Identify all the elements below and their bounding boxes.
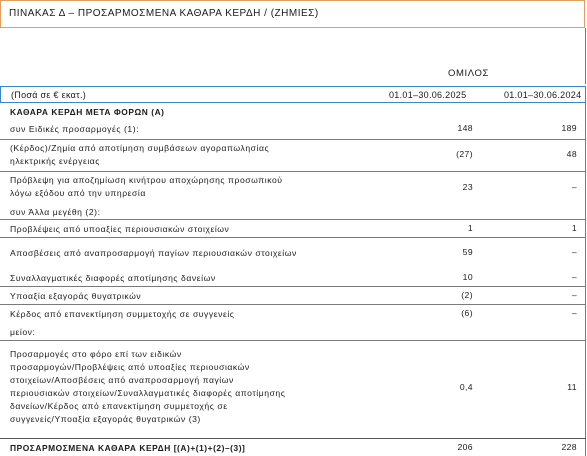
value-2025: 23 (462, 182, 473, 192)
value-2024: 1 (571, 223, 577, 233)
value-2025: 0,4 (459, 382, 473, 392)
value-2025: 148 (457, 123, 473, 133)
row-special-adjustments: συν Ειδικές προσαρμογές (1): (10, 124, 140, 134)
value-2025: 59 (462, 247, 473, 257)
row-fx-loan-differences: Συναλλαγματικές διαφορές αποτίμησης δανείων (10, 273, 216, 283)
row-less-label: μείον: (10, 327, 36, 337)
row-associate-revaluation-gain: Κέρδος από επανεκτίμηση συμμετοχής σε συγγενείς (10, 309, 235, 319)
row-separator (0, 171, 586, 172)
value-2025: 1 (467, 223, 473, 233)
row-net-profit-after-tax: ΚΑΘΑΡΑ ΚΕΡΔΗ ΜΕΤΑ ΦΟΡΩΝ (Α) (10, 107, 165, 117)
value-2024: – (571, 182, 577, 192)
column-header-row (0, 86, 586, 103)
value-2025: (6) (461, 308, 473, 318)
row-other-items: συν Άλλα μεγέθη (2): (10, 207, 101, 217)
row-energy-contracts-line-2: ηλεκτρικής ενέργειας (10, 156, 100, 166)
row-separator (0, 139, 586, 140)
row-impairment-provisions: Προβλέψεις από υποαξίες περιουσιακών στοιχείων (10, 224, 230, 234)
value-2025: (2) (461, 290, 473, 300)
value-2024: 189 (561, 123, 577, 133)
row-tax-adjustments-line-4: περιουσιακών στοιχείων/Συναλλαγματικές διαφορές αποτίμησης (10, 388, 286, 398)
total-row (0, 438, 586, 456)
value-2025: (27) (456, 149, 473, 159)
row-tax-adjustments-line-5: δανείων/Κέρδος από επανεκτίμηση συμμετοχής σε (10, 401, 228, 411)
total-label: ΠΡΟΣΑΡΜΟΣΜΕΝΑ ΚΑΘΑΡΑ ΚΕΡΔΗ [(Α)+(1)+(2)–(3)] (10, 443, 246, 453)
row-tax-adjustments-line-1: Προσαρμογές στο φόρο επί των ειδικών (10, 349, 182, 359)
value-2025: 10 (462, 272, 473, 282)
row-tax-adjustments-line-2: προσαρμογών/Προβλέψεις από υποαξίες περιουσιακών (10, 362, 250, 372)
row-separator (0, 286, 586, 287)
row-tax-adjustments-line-3: στοιχείων/Αποσβέσεις από αναπροσαρμογή παγίων (10, 375, 234, 385)
column-header-2024: 01.01–30.06.2024 (504, 90, 582, 100)
row-revaluation-depreciation: Αποσβέσεις από αναπροσαρμογή παγίων περιουσιακών στοιχείων (10, 248, 297, 258)
row-separator (0, 237, 586, 238)
value-2024: 48 (566, 149, 577, 159)
value-2024: – (571, 272, 577, 282)
row-separator (0, 340, 586, 341)
group-label: ΟΜΙΛΟΣ (448, 68, 489, 79)
table-title: ΠΙΝΑΚΑΣ Δ – ΠΡΟΣΑΡΜΟΣΜΕΝΑ ΚΑΘΑΡΑ ΚΕΡΔΗ / (ΖΗΜΙΕΣ) (0, 0, 585, 28)
value-2024: – (571, 308, 577, 318)
total-value-2024: 228 (561, 442, 577, 452)
row-separator (0, 219, 586, 220)
unit-label: (Ποσά σε € εκατ.) (11, 90, 87, 100)
row-tax-adjustments-line-6: συγγενείς/Υποαξία εξαγοράς θυγατρικών (3) (10, 414, 201, 424)
row-energy-contracts-line-1: (Κέρδος)/Ζημία από αποτίμηση συμβάσεων αγοραπωλησίας (10, 143, 270, 153)
value-2024: – (571, 247, 577, 257)
value-2024: – (571, 290, 577, 300)
value-2024: 11 (567, 382, 577, 392)
total-value-2025: 206 (457, 442, 473, 452)
header-blank-area (0, 28, 586, 84)
row-subsidiary-impairment: Υποαξία εξαγοράς θυγατρικών (10, 291, 142, 301)
row-separator (0, 304, 586, 305)
column-header-2025: 01.01–30.06.2025 (389, 90, 467, 100)
row-severance-provision-line-2: λόγω εξόδου από την υπηρεσία (10, 188, 146, 198)
row-severance-provision-line-1: Πρόβλεψη για αποζημίωση κινήτρου αποχώρησης προσωπικού (10, 175, 283, 185)
